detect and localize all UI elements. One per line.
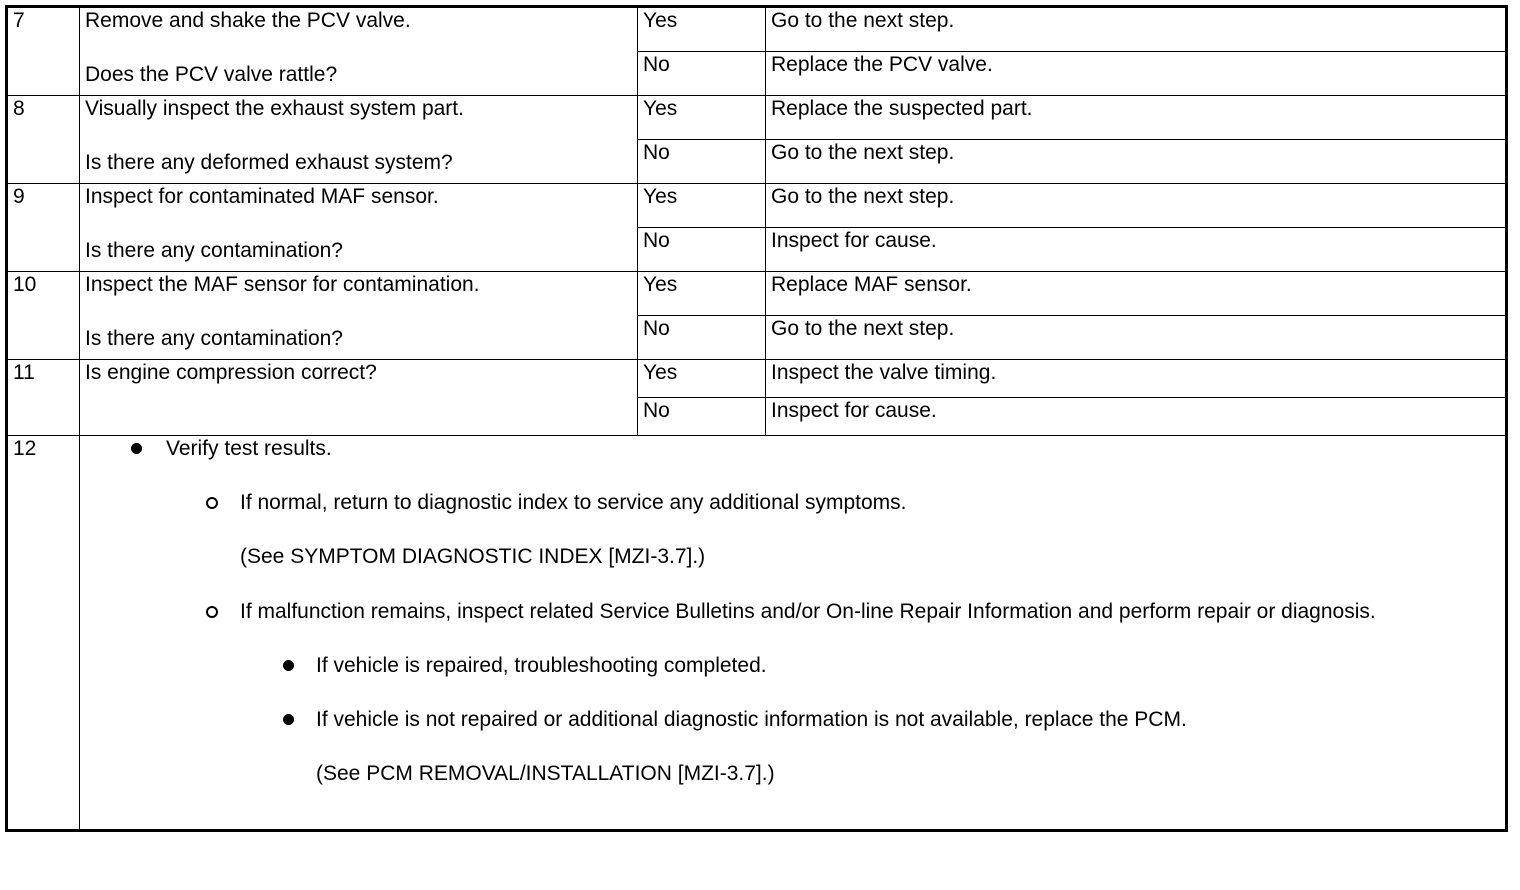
action-cell: Replace the PCV valve. (766, 52, 1507, 96)
if-not-repaired-text: If vehicle is not repaired or additional diagnostic information is not available, replace the PCM. (316, 708, 1187, 731)
inspection-question: Is there any deformed exhaust system? (85, 151, 453, 174)
table-row (7, 96, 1507, 140)
step-number: 9 (7, 184, 80, 272)
inspection-question: Is there any contamination? (85, 239, 343, 262)
symptom-index-reference: (See SYMPTOM DIAGNOSTIC INDEX [MZI-3.7].) (240, 545, 706, 568)
action-cell: Inspect for cause. (766, 398, 1507, 436)
action-cell: Go to the next step. (766, 316, 1507, 360)
table-row-final (7, 436, 1507, 831)
result-cell: Yes (638, 96, 766, 140)
action-cell: Go to the next step. (766, 140, 1507, 184)
table-row (7, 360, 1507, 398)
list-item (85, 707, 1505, 733)
result-cell: No (638, 398, 766, 436)
result-cell: Yes (638, 272, 766, 316)
result-cell: Yes (638, 7, 766, 52)
table-row (7, 272, 1507, 316)
if-normal-text: If normal, return to diagnostic index to service any additional symptoms. (240, 491, 907, 514)
inspection-text: Is engine compression correct? (85, 361, 377, 384)
result-cell: No (638, 228, 766, 272)
action-cell: Replace MAF sensor. (766, 272, 1507, 316)
verify-text: Verify test results. (166, 437, 332, 460)
inspection-text: Inspect for contaminated MAF sensor. (85, 185, 439, 208)
step-number: 8 (7, 96, 80, 184)
table-row (7, 184, 1507, 228)
step-number: 12 (7, 436, 80, 831)
list-item (85, 653, 1505, 679)
result-cell: Yes (638, 184, 766, 228)
bullet-icon (283, 660, 294, 671)
pcm-reference: (See PCM REMOVAL/INSTALLATION [MZI-3.7].) (316, 762, 775, 785)
result-cell: No (638, 52, 766, 96)
list-item (85, 599, 1505, 625)
step-number: 11 (7, 360, 80, 436)
if-malfunction-text: If malfunction remains, inspect related Service Bulletins and/or On-line Repair Information and perform repair or diagnosis. (240, 600, 1376, 623)
action-cell: Go to the next step. (766, 184, 1507, 228)
inspection-text: Remove and shake the PCV valve. (85, 9, 411, 32)
inspection-cell (80, 360, 638, 436)
list-item (85, 490, 1505, 516)
inspection-text: Inspect the MAF sensor for contamination. (85, 273, 480, 296)
diagnostic-table (5, 5, 1508, 832)
result-cell: No (638, 316, 766, 360)
inspection-question: Is there any contamination? (85, 327, 343, 350)
inspection-text: Visually inspect the exhaust system part. (85, 97, 464, 120)
ring-bullet-icon (206, 497, 218, 509)
action-cell: Inspect for cause. (766, 228, 1507, 272)
inspection-cell (80, 184, 638, 272)
bullet-icon (131, 443, 142, 454)
step-number: 10 (7, 272, 80, 360)
list-item (85, 436, 1505, 462)
table-row (7, 7, 1507, 52)
diagnostic-procedure-sheet (5, 5, 1508, 884)
action-cell: Replace the suspected part. (766, 96, 1507, 140)
action-cell: Inspect the valve timing. (766, 360, 1507, 398)
ring-bullet-icon (206, 606, 218, 618)
final-step-body (80, 436, 1507, 831)
if-repaired-text: If vehicle is repaired, troubleshooting completed. (316, 654, 767, 677)
inspection-question: Does the PCV valve rattle? (85, 63, 338, 86)
result-cell: No (638, 140, 766, 184)
step-number: 7 (7, 7, 80, 96)
inspection-cell (80, 272, 638, 360)
inspection-cell (80, 7, 638, 96)
inspection-cell (80, 96, 638, 184)
bullet-icon (283, 714, 294, 725)
result-cell: Yes (638, 360, 766, 398)
action-cell: Go to the next step. (766, 7, 1507, 52)
